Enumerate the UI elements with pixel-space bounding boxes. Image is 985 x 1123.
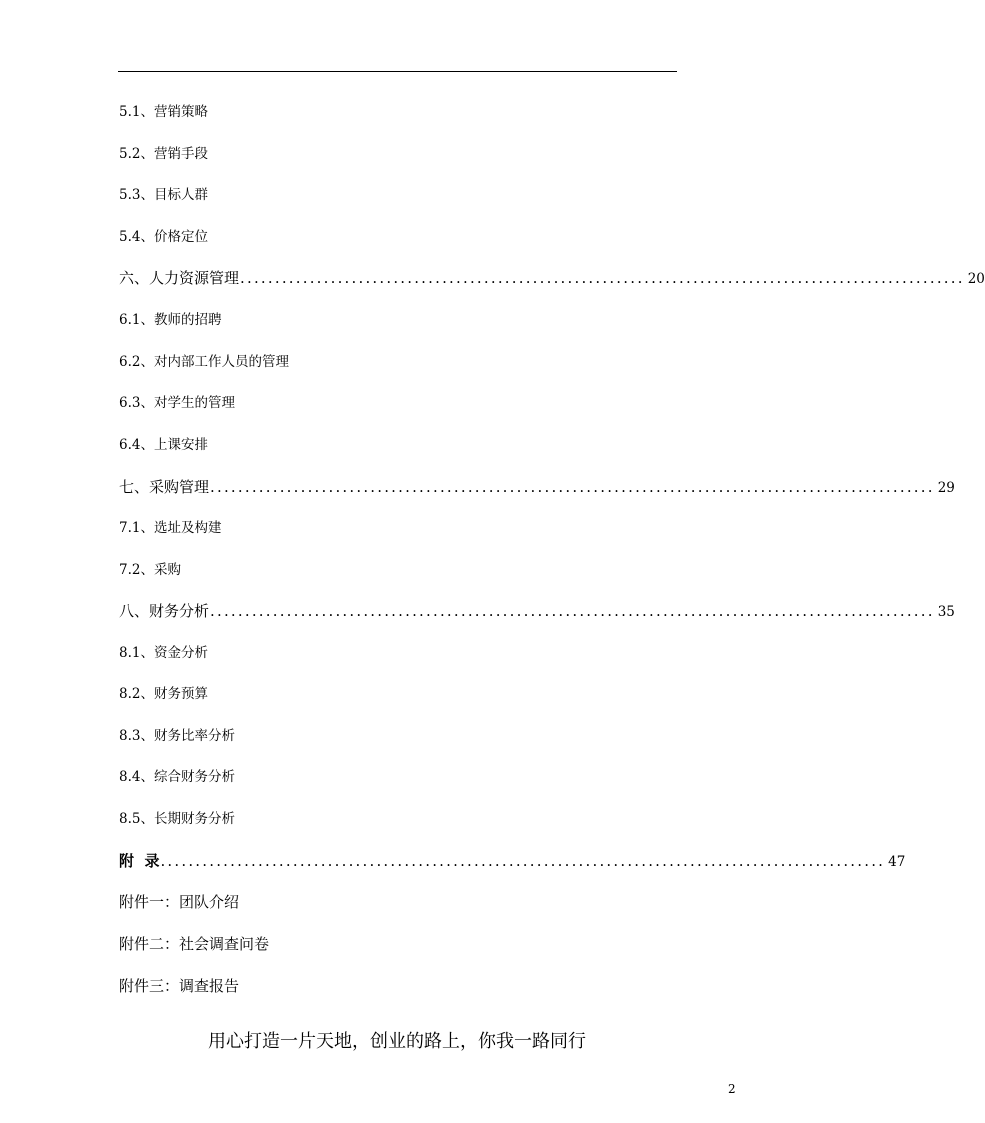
toc-chapter-title: 六、人力资源管理 <box>119 269 240 287</box>
page-number: 2 <box>728 1082 736 1096</box>
toc-attachment-3[interactable]: 附件三：调查报告 <box>119 977 240 995</box>
toc-attachment-1[interactable]: 附件一：团队介绍 <box>119 893 240 911</box>
toc-entry-6-4[interactable]: 6.4、上课安排 <box>119 437 208 453</box>
toc-entry-8-2[interactable]: 8.2、财务预算 <box>119 686 208 702</box>
toc-chapter-7[interactable] <box>119 477 955 498</box>
toc-chapter-8[interactable] <box>119 601 955 622</box>
toc-page-number: 47 <box>888 854 906 870</box>
toc-entry-6-3[interactable]: 6.3、对学生的管理 <box>119 395 235 411</box>
toc-entry-8-3[interactable]: 8.3、财务比率分析 <box>119 728 235 744</box>
toc-appendix[interactable] <box>119 851 906 872</box>
toc-entry-6-1[interactable]: 6.1、教师的招聘 <box>119 312 222 328</box>
toc-entry-8-5[interactable]: 8.5、长期财务分析 <box>119 811 235 827</box>
toc-entry-7-1[interactable]: 7.1、选址及构建 <box>119 520 222 536</box>
toc-entry-5-4[interactable]: 5.4、价格定位 <box>119 229 208 245</box>
toc-entry-6-2[interactable]: 6.2、对内部工作人员的管理 <box>119 354 289 370</box>
toc-entry-7-2[interactable]: 7.2、采购 <box>119 562 181 578</box>
toc-page-number: 29 <box>937 480 955 496</box>
toc-chapter-title: 八、财务分析 <box>119 602 210 620</box>
toc-page-number: 35 <box>937 604 955 620</box>
toc-entry-5-3[interactable]: 5.3、目标人群 <box>119 187 208 203</box>
toc-dot-leader: ........................................................................................................ <box>160 852 886 870</box>
toc-chapter-title: 七、采购管理 <box>119 478 210 496</box>
toc-dot-leader: ........................................................................................................ <box>210 478 935 496</box>
toc-entry-5-2[interactable]: 5.2、营销手段 <box>119 146 208 162</box>
toc-entry-5-1[interactable]: 5.1、营销策略 <box>119 104 208 120</box>
toc-page-number: 20 <box>967 271 985 287</box>
toc-entry-8-1[interactable]: 8.1、资金分析 <box>119 645 208 661</box>
toc-chapter-title: 附 录 <box>119 852 160 870</box>
toc-attachment-2[interactable]: 附件二：社会调查问卷 <box>119 935 270 953</box>
footer-slogan: 用心打造一片天地，创业的路上，你我一路同行 <box>208 1031 586 1052</box>
toc-dot-leader: ........................................................................................................ <box>240 269 965 287</box>
header-rule <box>118 71 677 72</box>
toc-chapter-6[interactable] <box>119 268 985 289</box>
toc-entry-8-4[interactable]: 8.4、综合财务分析 <box>119 769 235 785</box>
toc-dot-leader: ........................................................................................................ <box>210 602 935 620</box>
